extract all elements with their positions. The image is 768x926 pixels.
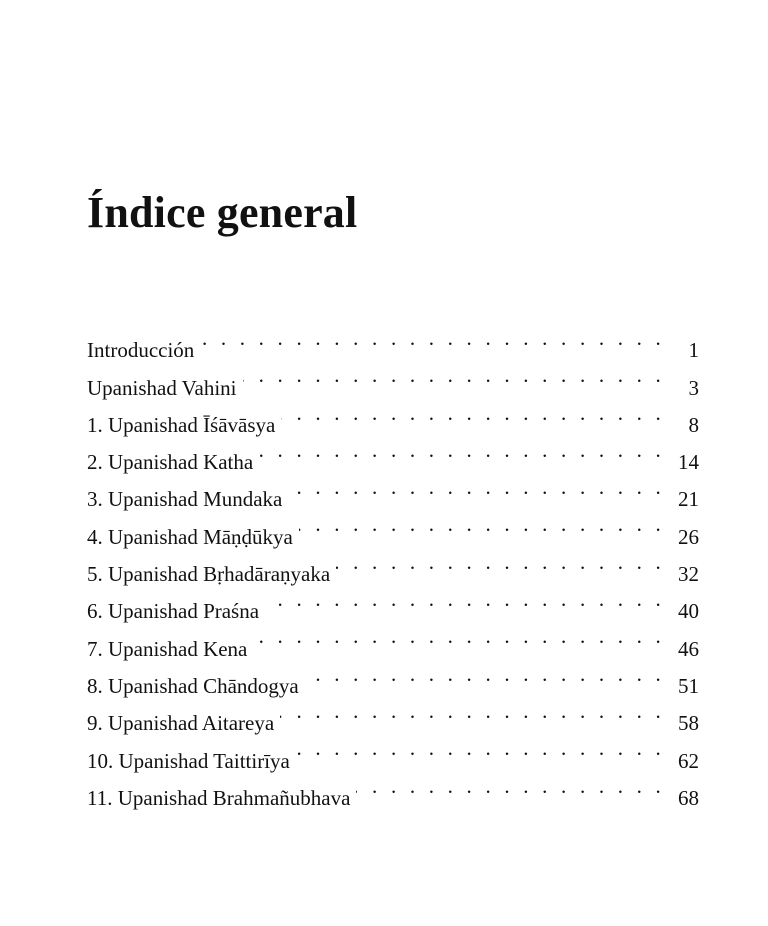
toc-entry-page: 40 <box>665 593 699 630</box>
toc-entry-page: 62 <box>665 743 699 780</box>
dot-leader <box>259 432 665 469</box>
toc-entry-label: 6. Upanishad Praśna <box>87 593 265 630</box>
page-title: Índice general <box>87 188 358 237</box>
toc-entry-label: 7. Upanishad Kena <box>87 631 253 668</box>
toc-entry-label: 10. Upanishad Taittirīya <box>87 743 296 780</box>
toc-entry-page: 21 <box>665 481 699 518</box>
dot-leader <box>253 618 665 655</box>
dot-leader <box>296 730 665 767</box>
dot-leader <box>200 320 665 357</box>
toc-entry-label: 1. Upanishad Īśāvāsya <box>87 407 281 444</box>
toc-entry-page: 3 <box>665 370 699 407</box>
toc-entry-page: 32 <box>665 556 699 593</box>
toc-entry-page: 26 <box>665 519 699 556</box>
toc-entry-page: 68 <box>665 780 699 817</box>
toc-entry-label: 5. Upanishad Bṛhadāraṇyaka <box>87 556 336 593</box>
toc-entry-label: 2. Upanishad Katha <box>87 444 259 481</box>
toc-entry-page: 8 <box>665 407 699 444</box>
toc-entry-page: 1 <box>665 332 699 369</box>
dot-leader <box>280 693 665 730</box>
toc-entry-label: 11. Upanishad Brahmañubhava <box>87 780 356 817</box>
dot-leader <box>243 357 665 394</box>
toc-entry-label: 9. Upanishad Aitareya <box>87 705 280 742</box>
table-of-contents <box>87 320 699 810</box>
toc-entry-label: 4. Upanishad Māṇḍūkya <box>87 519 299 556</box>
toc-entry-label: Introducción <box>87 332 200 369</box>
toc-entry-page: 58 <box>665 705 699 742</box>
toc-entry-page: 14 <box>665 444 699 481</box>
toc-entry-label: 3. Upanishad Mundaka <box>87 481 288 518</box>
dot-leader <box>281 395 665 432</box>
dot-leader <box>356 768 665 805</box>
dot-leader <box>288 469 665 506</box>
toc-entry-page: 46 <box>665 631 699 668</box>
toc-entry-introduccion[interactable] <box>87 320 699 363</box>
toc-entry-label: 8. Upanishad Chāndogya <box>87 668 305 705</box>
dot-leader <box>299 506 665 543</box>
dot-leader <box>336 544 665 581</box>
toc-entry-label: Upanishad Vahini <box>87 370 243 407</box>
toc-entry-page: 51 <box>665 668 699 705</box>
dot-leader <box>305 656 665 693</box>
